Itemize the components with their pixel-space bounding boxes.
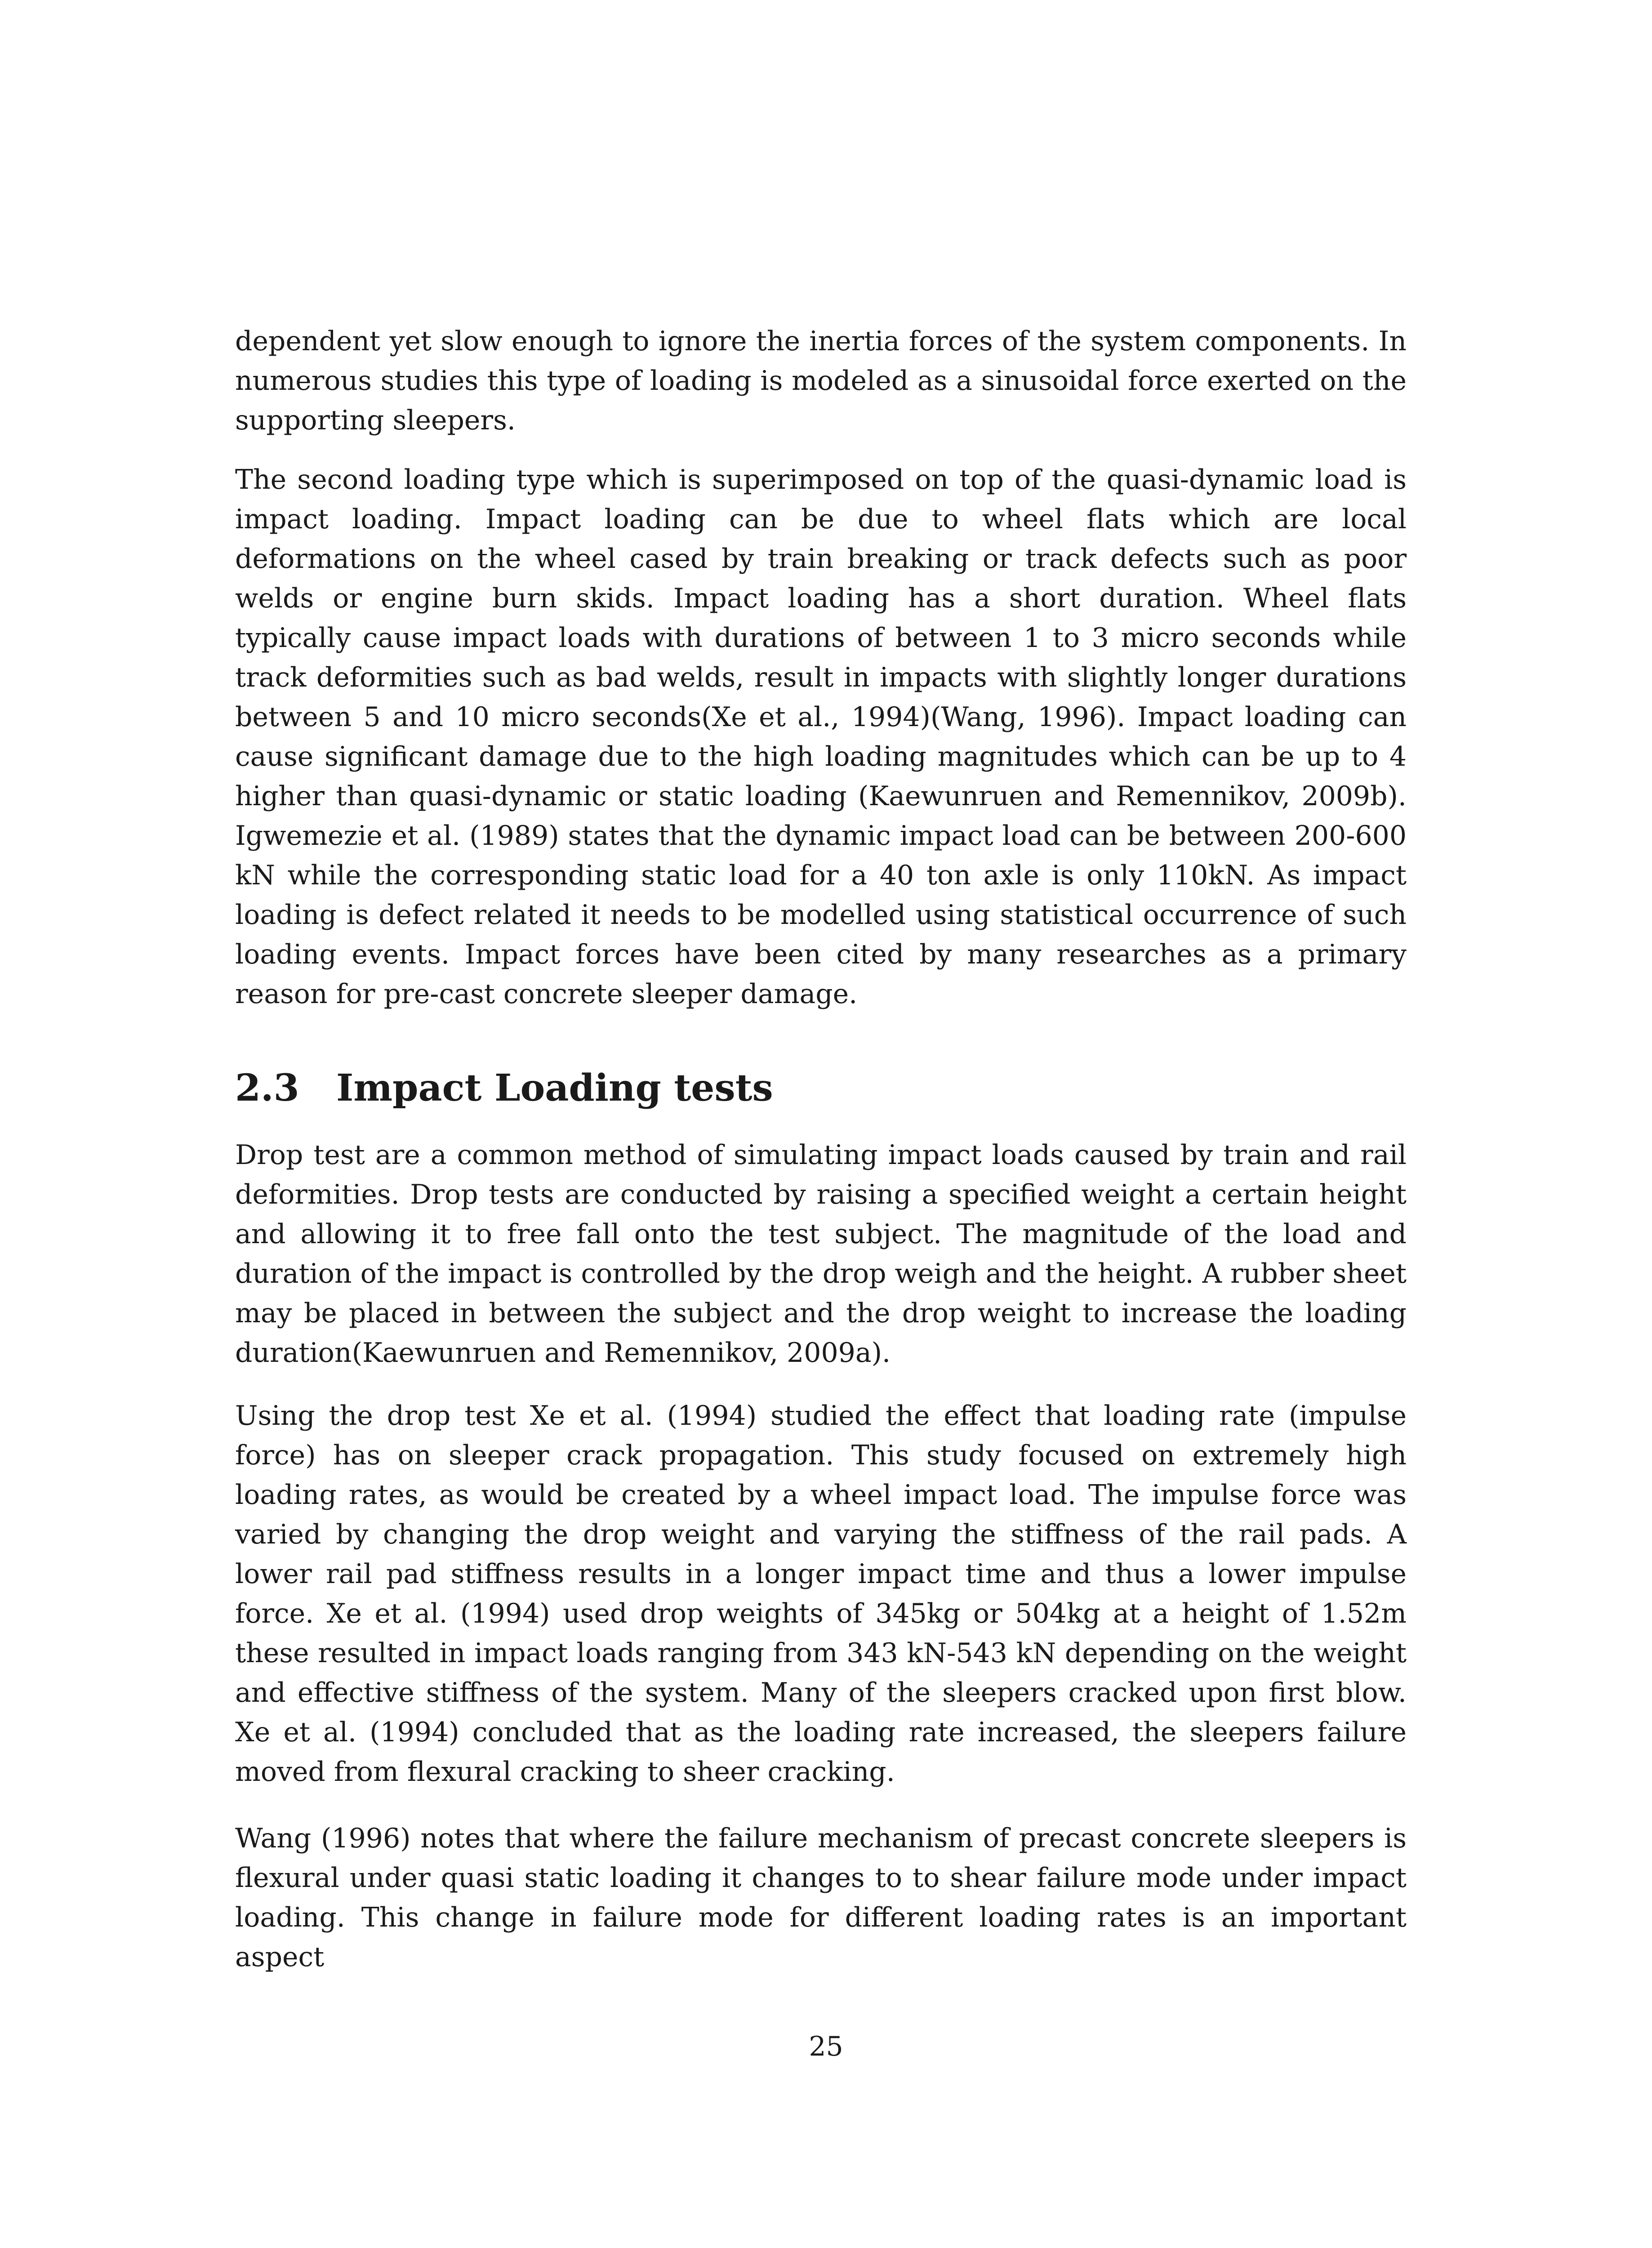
section-number: 2.3: [235, 1066, 299, 1110]
page-number: 25: [809, 2031, 843, 2062]
section-title: Impact Loading tests: [336, 1066, 773, 1110]
body-paragraph: dependent yet slow enough to ignore the inertia forces of the system components. In numerous studies this type of loading is modeled as a sinusoidal force exerted on the supporting sleepers.: [235, 326, 1407, 436]
body-paragraph: The second loading type which is superimposed on top of the quasi-dynamic load is impact loading. Impact loading can be due to wheel flats which are local deformations on the wheel cased by train breaking or track defects such as poor welds or engine burn skids. Impact loading has a short duration. Wheel flats typically cause impact loads with durations of between 1 to 3 micro seconds while track deformities such as bad welds, result in impacts with slightly longer durations between 5 and 10 micro seconds(Xe et al., 1994)(Wang, 1996). Impact loading can cause significant damage due to the high loading magnitudes which can be up to 4 higher than quasi-dynamic or static loading (Kaewunruen and Remennikov, 2009b). Igwemezie et al. (1989) states that the dynamic impact load can be between 200-600 kN while the corresponding static load for a 40 ton axle is only 110kN. As impact loading is defect related it needs to be modelled using statistical occurrence of such loading events. Impact forces have been cited by many researches as a primary reason for pre-cast concrete sleeper damage.: [235, 464, 1407, 1010]
body-paragraph: Using the drop test Xe et al. (1994) studied the effect that loading rate (impulse force) has on sleeper crack propagation. This study focused on extremely high loading rates, as would be created by a wheel impact load. The impulse force was varied by changing the drop weight and varying the stiffness of the rail pads. A lower rail pad stiffness results in a longer impact time and thus a lower impulse force. Xe et al. (1994) used drop weights of 345kg or 504kg at a height of 1.52m these resulted in impact loads ranging from 343 kN-543 kN depending on the weight and effective stiffness of the system. Many of the sleepers cracked upon first blow. Xe et al. (1994) concluded that as the loading rate increased, the sleepers failure moved from flexural cracking to sheer cracking.: [235, 1400, 1407, 1788]
section-heading: [235, 1063, 1407, 1113]
body-paragraph: Wang (1996) notes that where the failure mechanism of precast concrete sleepers is flexural under quasi static loading it changes to to shear failure mode under impact loading. This change in failure mode for different loading rates is an important aspect: [235, 1823, 1407, 1973]
body-paragraph: Drop test are a common method of simulating impact loads caused by train and rail deformities. Drop tests are conducted by raising a specified weight a certain height and allowing it to free fall onto the test subject. The magnitude of the load and duration of the impact is controlled by the drop weigh and the height. A rubber sheet may be placed in between the subject and the drop weight to increase the loading duration(Kaewunruen and Remennikov, 2009a).: [235, 1139, 1407, 1369]
